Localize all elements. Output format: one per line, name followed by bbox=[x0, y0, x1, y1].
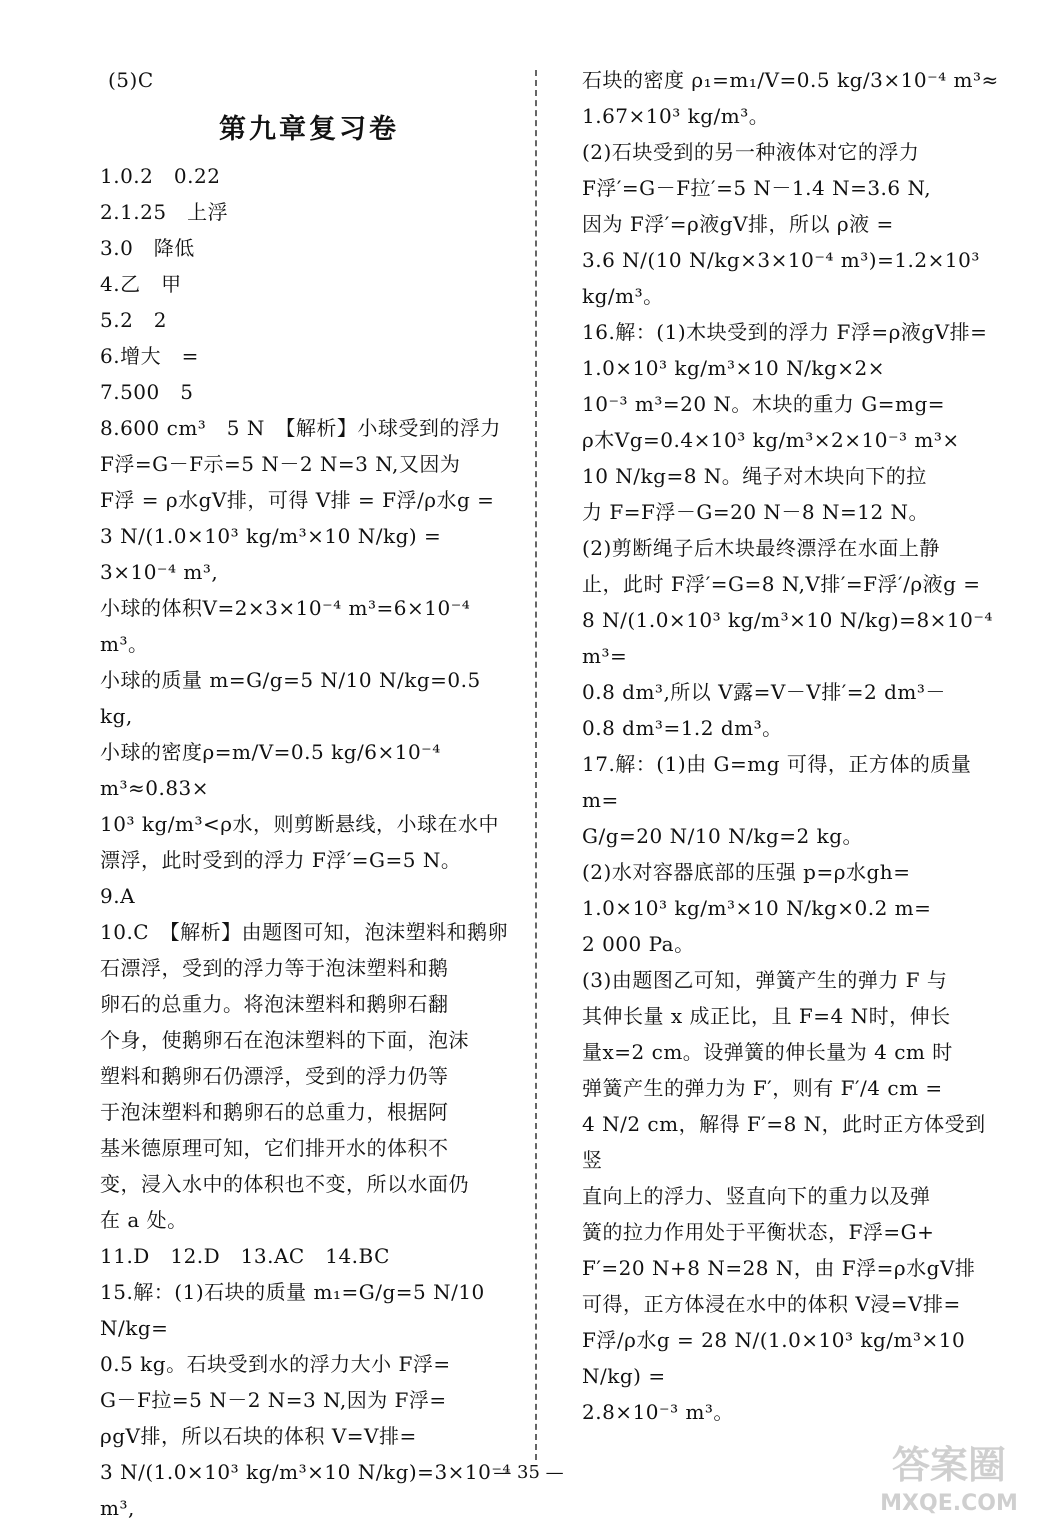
column-divider bbox=[535, 70, 537, 1460]
answer-line: 2 000 Pa。 bbox=[582, 932, 695, 956]
answer-line: 3 N/(1.0×10³ kg/m³×10 N/kg) = 3×10⁻⁴ m³, bbox=[100, 524, 442, 584]
answer-line: (2)水对容器底部的压强 p=ρ水gh= bbox=[582, 860, 911, 884]
answer-line: 17.解：(1)由 G=mg 可得，正方体的质量 m= bbox=[582, 752, 972, 812]
left-answers bbox=[100, 158, 518, 1526]
chapter-title: 第九章复习卷 bbox=[219, 114, 399, 145]
watermark-text: 答案圈 bbox=[891, 1443, 1007, 1487]
answer-line: ρ木Vg=0.4×10³ kg/m³×2×10⁻³ m³× bbox=[582, 428, 960, 452]
answer-line: 力 F=F浮－G=20 N－8 N=12 N。 bbox=[582, 500, 930, 524]
watermark-logo bbox=[867, 1436, 1032, 1518]
answer-line: 10³ kg/m³<ρ水，则剪断悬线，小球在水中 bbox=[100, 812, 499, 836]
answer-line: F′=20 N+8 N=28 N，由 F浮=ρ水gV排 bbox=[582, 1256, 976, 1280]
answer-line: 6.增大 = bbox=[100, 344, 199, 368]
answer-line: 漂浮，此时受到的浮力 F浮′=G=5 N。 bbox=[100, 848, 462, 872]
answer-line: 11.D 12.D 13.AC 14.BC bbox=[100, 1244, 390, 1268]
answer-line: F浮′=G－F拉′=5 N－1.4 N=3.6 N, bbox=[582, 176, 932, 200]
answer-line: 1.0.2 0.22 bbox=[100, 164, 221, 188]
answer-line: 量x=2 cm。设弹簧的伸长量为 4 cm 时 bbox=[582, 1040, 953, 1064]
answer-line: (3)由题图乙可知，弹簧产生的弹力 F 与 bbox=[582, 968, 948, 992]
answer-line: 弹簧产生的弹力为 F′，则有 F′/4 cm = bbox=[582, 1076, 943, 1100]
answer-line: 3 N/(1.0×10³ kg/m³×10 N/kg)=3×10⁻⁴ m³, bbox=[100, 1460, 511, 1520]
answer-line: 0.8 dm³=1.2 dm³。 bbox=[582, 716, 783, 740]
answer-line: (2)石块受到的另一种液体对它的浮力 bbox=[582, 140, 920, 164]
answer-line: 其伸长量 x 成正比，且 F=4 N时，伸长 bbox=[582, 1004, 951, 1028]
answer-line: 小球的质量 m=G/g=5 N/10 N/kg=0.5 kg, bbox=[100, 668, 481, 728]
answer-line: 卵石的总重力。将泡沫塑料和鹅卵石翻 bbox=[100, 992, 449, 1016]
answer-line: 10 N/kg=8 N。绳子对木块向下的拉 bbox=[582, 464, 927, 488]
answer-line: 8.600 cm³ 5 N 【解析】小球受到的浮力 bbox=[100, 416, 501, 440]
answer-line: 变，浸入水中的体积也不变，所以水面仍 bbox=[100, 1172, 469, 1196]
answer-line: G－F拉=5 N－2 N=3 N,因为 F浮= bbox=[100, 1388, 447, 1412]
answer-line: 小球的体积V=2×3×10⁻⁴ m³=6×10⁻⁴ m³。 bbox=[100, 596, 471, 656]
answer-line: 2.8×10⁻³ m³。 bbox=[582, 1400, 734, 1424]
answer-line: 石漂浮，受到的浮力等于泡沫塑料和鹅 bbox=[100, 956, 449, 980]
left-column bbox=[100, 62, 518, 1526]
answer-line: 因为 F浮′=ρ液gV排，所以 ρ液 = bbox=[582, 212, 894, 236]
answer-line: 石块的密度 ρ₁=m₁/V=0.5 kg/3×10⁻⁴ m³≈ bbox=[582, 68, 999, 92]
answer-line: 在 a 处。 bbox=[100, 1208, 188, 1232]
answer-line: 基米德原理可知，它们排开水的体积不 bbox=[100, 1136, 449, 1160]
answer-line: 可得，正方体浸在水中的体积 V浸=V排= bbox=[582, 1292, 961, 1316]
answer-line: 簧的拉力作用处于平衡状态，F浮=G+ bbox=[582, 1220, 935, 1244]
answer-line: 5.2 2 bbox=[100, 308, 168, 332]
answer-line: 1.67×10³ kg/m³。 bbox=[582, 104, 770, 128]
answer-line: 小球的密度ρ=m/V=0.5 kg/6×10⁻⁴ m³≈0.83× bbox=[100, 740, 441, 800]
answer-line: 15.解：(1)石块的质量 m₁=G/g=5 N/10 N/kg= bbox=[100, 1280, 485, 1340]
answer-line: 7.500 5 bbox=[100, 380, 194, 404]
answer-line: 0.5 kg。石块受到水的浮力大小 F浮= bbox=[100, 1352, 451, 1376]
answer-line: 2.1.25 上浮 bbox=[100, 200, 229, 224]
answer-line: F浮=G－F示=5 N－2 N=3 N,又因为 bbox=[100, 452, 461, 476]
answer-line: 直向上的浮力、竖直向下的重力以及弹 bbox=[582, 1184, 931, 1208]
answer-line: 3.6 N/(10 N/kg×3×10⁻⁴ m³)=1.2×10³ kg/m³。 bbox=[582, 248, 980, 308]
answer-line: 3.0 降低 bbox=[100, 236, 195, 260]
answer-line: ρgV排，所以石块的体积 V=V排= bbox=[100, 1424, 417, 1448]
answer-line: 8 N/(1.0×10³ kg/m³×10 N/kg)=8×10⁻⁴ m³= bbox=[582, 608, 993, 668]
answer-line: 1.0×10³ kg/m³×10 N/kg×0.2 m= bbox=[582, 896, 932, 920]
answer-line: 0.8 dm³,所以 V露=V－V排′=2 dm³－ bbox=[582, 680, 946, 704]
answer-line: 10.C 【解析】由题图可知，泡沫塑料和鹅卵 bbox=[100, 920, 509, 944]
answer-line: 1.0×10³ kg/m³×10 N/kg×2× bbox=[582, 356, 885, 380]
watermark-url: MXQE.COM bbox=[880, 1491, 1018, 1516]
answer-line: 止，此时 F浮′=G=8 N,V排′=F浮′/ρ液g = bbox=[582, 572, 981, 596]
right-answers bbox=[582, 62, 1000, 1430]
answer-line: 4.乙 甲 bbox=[100, 272, 182, 296]
page-number: — 35 — bbox=[493, 1462, 564, 1483]
answer-line: 16.解：(1)木块受到的浮力 F浮=ρ液gV排= bbox=[582, 320, 988, 344]
answer-line: G/g=20 N/10 N/kg=2 kg。 bbox=[582, 824, 864, 848]
answer-line: 10⁻³ m³=20 N。木块的重力 G=mg= bbox=[582, 392, 946, 416]
answer-line: 9.A bbox=[100, 884, 136, 908]
answer-line: 塑料和鹅卵石仍漂浮，受到的浮力仍等 bbox=[100, 1064, 449, 1088]
answer-line: 4 N/2 cm，解得 F′=8 N，此时正方体受到竖 bbox=[582, 1112, 986, 1172]
answer-line: F浮/ρ水g = 28 N/(1.0×10³ kg/m³×10 N/kg) = bbox=[582, 1328, 966, 1388]
answer-line: F浮 = ρ水gV排，可得 V排 = F浮/ρ水g = bbox=[100, 488, 495, 512]
answer-line: 个身，使鹅卵石在泡沫塑料的下面，泡沫 bbox=[100, 1028, 469, 1052]
answer-line: (2)剪断绳子后木块最终漂浮在水面上静 bbox=[582, 536, 940, 560]
answer-line: 于泡沫塑料和鹅卵石的总重力，根据阿 bbox=[100, 1100, 449, 1124]
right-column bbox=[582, 62, 1000, 1430]
answer-line: (5)C bbox=[108, 68, 154, 92]
